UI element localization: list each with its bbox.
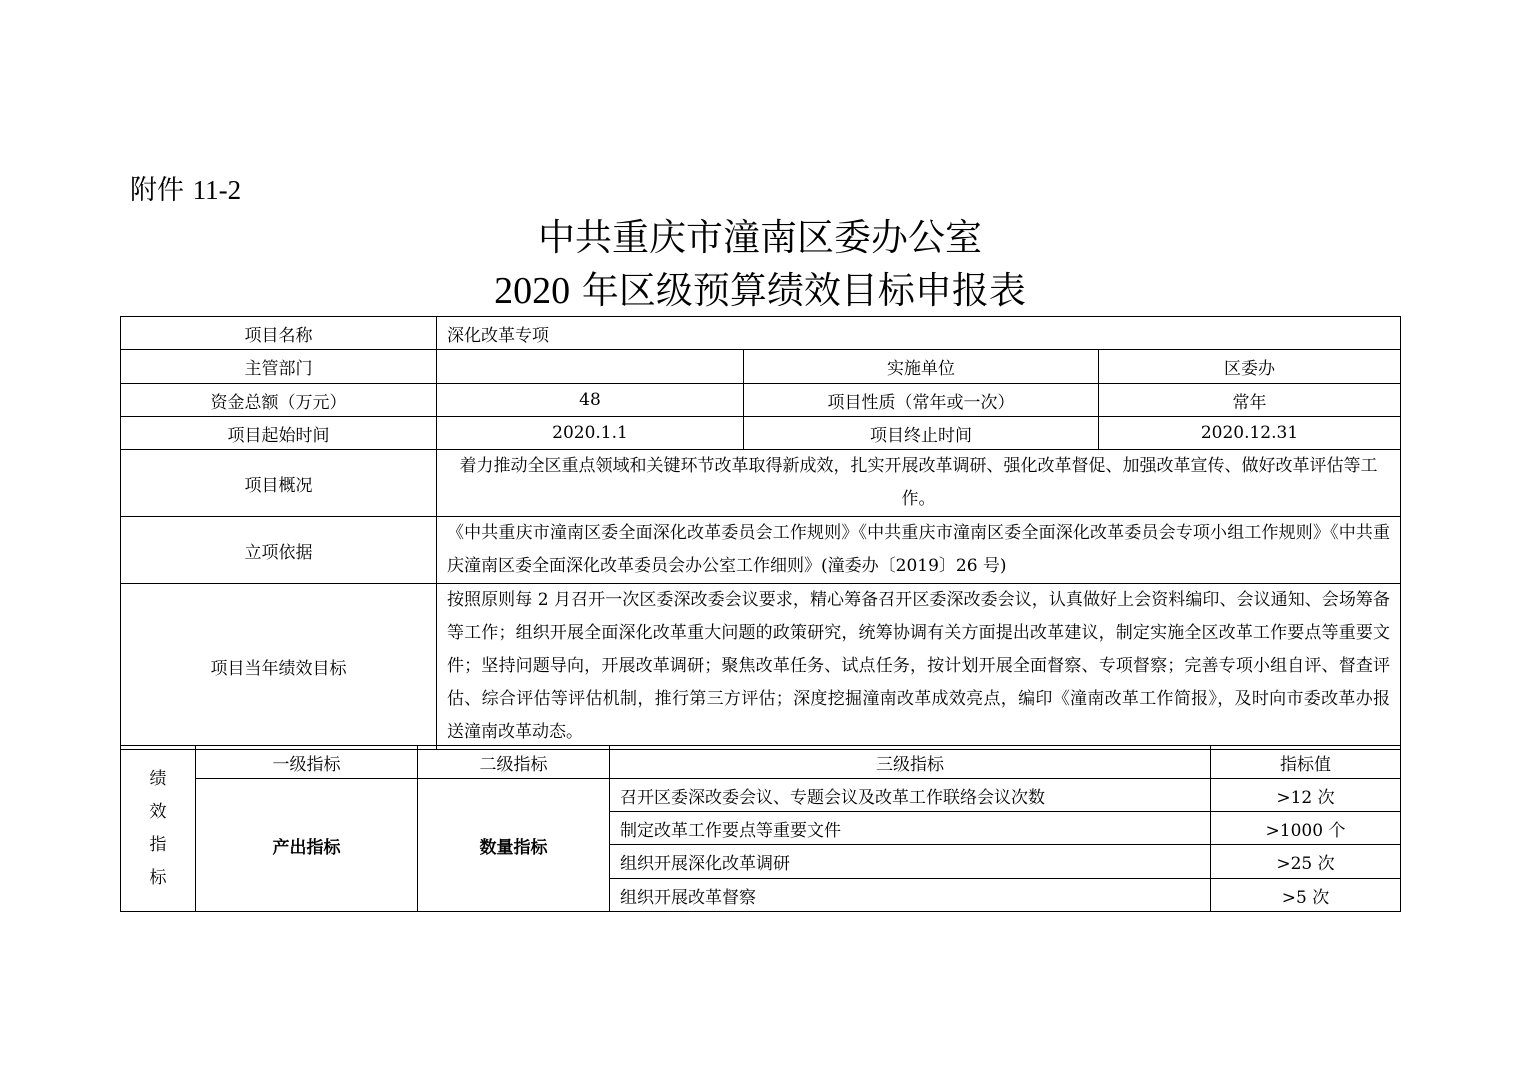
- performance-indicator-table: [120, 745, 1401, 912]
- side-char: 绩: [149, 768, 167, 789]
- indicator-value: >5 次: [1211, 879, 1401, 912]
- indicator-name: 制定改革工作要点等重要文件: [610, 812, 1211, 845]
- funds-value: 48: [437, 384, 744, 417]
- project-name-value: 深化改革专项: [437, 317, 1401, 350]
- start-label: 项目起始时间: [121, 417, 437, 450]
- overview-label: 项目概况: [121, 450, 437, 517]
- unit-label: 实施单位: [744, 350, 1099, 384]
- nature-label: 项目性质（常年或一次）: [744, 384, 1099, 417]
- row-dates: [121, 417, 1401, 450]
- dept-label: 主管部门: [121, 350, 437, 384]
- indicator-name: 召开区委深改委会议、专题会议及改革工作联络会议次数: [610, 779, 1211, 812]
- level1-value: 产出指标: [196, 779, 418, 912]
- end-label: 项目终止时间: [744, 417, 1099, 450]
- side-char: 标: [149, 867, 167, 888]
- dept-value: [437, 350, 744, 384]
- side-char: 效: [149, 801, 167, 822]
- col-level1-header: 一级指标: [196, 746, 418, 779]
- page-title-line2: [0, 266, 1520, 316]
- indicator-value: >1000 个: [1211, 812, 1401, 845]
- title-year: 2020: [494, 270, 571, 312]
- unit-value: 区委办: [1099, 350, 1401, 384]
- row-funds: [121, 384, 1401, 417]
- row-basis: [121, 517, 1401, 584]
- indicator-value: >12 次: [1211, 779, 1401, 812]
- side-char: 指: [149, 834, 167, 855]
- attachment-label: [130, 170, 241, 211]
- level2-value: 数量指标: [418, 779, 610, 912]
- goal-label: 项目当年绩效目标: [121, 584, 437, 750]
- row-dept: [121, 350, 1401, 384]
- basis-label: 立项依据: [121, 517, 437, 584]
- project-info-table: [120, 316, 1401, 750]
- table-row: [121, 779, 1401, 812]
- col-value-header: 指标值: [1211, 746, 1401, 779]
- col-level3-header: 三级指标: [610, 746, 1211, 779]
- row-project-name: [121, 317, 1401, 350]
- nature-value: 常年: [1099, 384, 1401, 417]
- row-overview: [121, 450, 1401, 517]
- indicator-value: >25 次: [1211, 845, 1401, 879]
- attachment-word: 附件: [130, 175, 184, 206]
- indicator-header-row: [121, 746, 1401, 779]
- indicator-name: 组织开展改革督察: [610, 879, 1211, 912]
- indicator-name: 组织开展深化改革调研: [610, 845, 1211, 879]
- end-value: 2020.12.31: [1099, 417, 1401, 450]
- overview-text: 着力推动全区重点领域和关键环节改革取得新成效，扎实开展改革调研、强化改革督促、加强改革宣传、做好改革评估等工作。: [437, 450, 1401, 517]
- col-level2-header: 二级指标: [418, 746, 610, 779]
- project-name-label: 项目名称: [121, 317, 437, 350]
- goal-text: 按照原则每 2 月召开一次区委深改委会议要求，精心筹备召开区委深改委会议，认真做好上会资料编印、会议通知、会场筹备等工作；组织开展全面深化改革重大问题的政策研究，统筹协调有关方面提出改革建议，制定实施全区改革工作要点等重要文件；坚持问题导向，开展改革调研；聚焦改革任务、试点任务，按计划开展全面督察、专项督察；完善专项小组自评、督查评估、综合评估等评估机制，推行第三方评估；深度挖掘潼南改革成效亮点，编印《潼南改革工作简报》，及时向市委改革办报送潼南改革动态。: [437, 584, 1401, 750]
- funds-label: 资金总额（万元）: [121, 384, 437, 417]
- page-title-line1: 中共重庆市潼南区委办公室: [538, 216, 982, 259]
- attachment-number: 11-2: [192, 175, 242, 205]
- indicator-side-label: [121, 746, 196, 912]
- title-text: 年区级预算绩效目标申报表: [581, 269, 1026, 312]
- start-value: 2020.1.1: [437, 417, 744, 450]
- basis-text: 《中共重庆市潼南区委全面深化改革委员会工作规则》《中共重庆市潼南区委全面深化改革委员会专项小组工作规则》《中共重庆潼南区委全面深化改革委员会办公室工作细则》(潼委办〔2019〕26 号): [437, 517, 1401, 584]
- row-goal: [121, 584, 1401, 750]
